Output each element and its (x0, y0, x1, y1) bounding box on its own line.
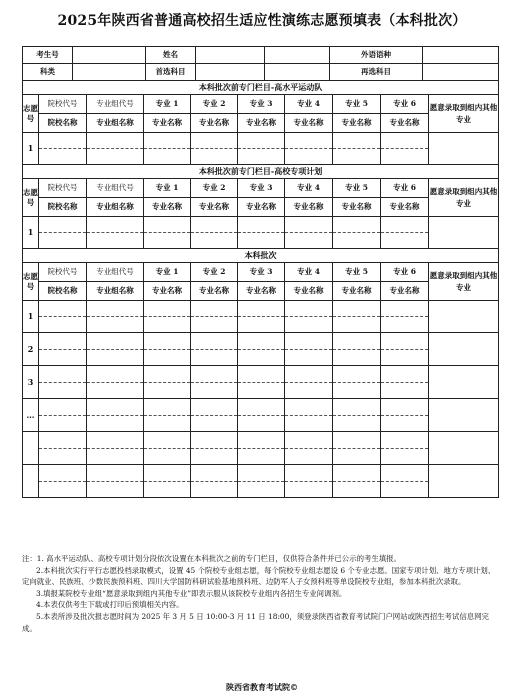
code-field[interactable] (144, 333, 191, 350)
code-field[interactable] (87, 432, 144, 449)
code-field[interactable] (191, 432, 238, 449)
notes (22, 553, 498, 634)
school-code-header: 院校代号 (39, 179, 87, 198)
name-field[interactable] (381, 416, 429, 432)
section-title: 本科批次 (23, 249, 499, 263)
name-field[interactable] (87, 350, 144, 366)
code-field[interactable] (333, 301, 381, 317)
name-label: 姓名 (146, 47, 196, 64)
first-subject-label: 首选科目 (146, 64, 196, 81)
name-field[interactable] (333, 416, 381, 432)
major-name-header: 专业名称 (144, 114, 191, 133)
name-field[interactable] (381, 449, 429, 465)
major-header: 专业 4 (285, 263, 333, 282)
vol-no: 1 (23, 217, 39, 249)
code-field[interactable] (39, 399, 87, 416)
code-field[interactable] (144, 399, 191, 416)
name-field[interactable] (333, 350, 381, 366)
code-field[interactable] (144, 217, 191, 233)
first-subject-field[interactable] (196, 64, 265, 81)
name-field[interactable] (87, 482, 144, 498)
name-field[interactable] (285, 449, 333, 465)
name-field[interactable] (87, 449, 144, 465)
name-field[interactable] (238, 317, 285, 333)
code-field[interactable] (191, 133, 238, 149)
code-field[interactable] (238, 333, 285, 350)
name-field[interactable] (381, 317, 429, 333)
page-title: 2025年陕西省普通高校招生适应性演练志愿预填表（本科批次） (57, 13, 467, 29)
major-name-header: 专业名称 (381, 198, 429, 217)
note-item: 注：1. 高水平运动队、高校专项计划分段依次设置在本科批次之前的专门栏目，仅供符合条件并已公示的考生填报。 (22, 554, 401, 563)
major-name-header: 专业名称 (238, 282, 285, 301)
second-subject-field[interactable] (423, 64, 499, 81)
school-name-header: 院校名称 (39, 282, 87, 301)
code-field[interactable] (39, 465, 87, 482)
code-field[interactable] (285, 465, 333, 482)
vol-no (23, 432, 39, 465)
vol-no: 3 (23, 366, 39, 399)
code-field[interactable] (238, 465, 285, 482)
code-field[interactable] (381, 133, 429, 149)
vol-no-header: 志愿号 (23, 179, 39, 217)
major-name-header: 专业名称 (285, 198, 333, 217)
vol-no: … (23, 399, 39, 432)
vol-no: 1 (23, 133, 39, 165)
code-field[interactable] (285, 217, 333, 233)
major-name-header: 专业名称 (381, 114, 429, 133)
code-field[interactable] (39, 366, 87, 383)
name-field[interactable] (333, 449, 381, 465)
code-field[interactable] (191, 333, 238, 350)
code-field[interactable] (144, 301, 191, 317)
major-header: 专业 4 (285, 95, 333, 114)
group-code-header: 专业组代号 (87, 263, 144, 282)
code-field[interactable] (333, 217, 381, 233)
code-field[interactable] (285, 366, 333, 383)
code-field[interactable] (144, 366, 191, 383)
code-field[interactable] (333, 366, 381, 383)
major-name-header: 专业名称 (333, 282, 381, 301)
vol-no-header: 志愿号 (23, 95, 39, 133)
major-name-header: 专业名称 (381, 282, 429, 301)
code-field[interactable] (381, 399, 429, 416)
code-field[interactable] (238, 399, 285, 416)
vol-no (23, 465, 39, 498)
name-field[interactable] (144, 350, 191, 366)
name-field[interactable] (191, 233, 238, 249)
major-header: 专业 2 (191, 95, 238, 114)
code-field[interactable] (238, 301, 285, 317)
major-header: 专业 2 (191, 179, 238, 198)
major-header: 专业 3 (238, 263, 285, 282)
name-field[interactable] (333, 482, 381, 498)
volunteer-table (22, 80, 499, 498)
school-name-header: 院校名称 (39, 114, 87, 133)
name-field[interactable] (87, 149, 144, 165)
name-field[interactable] (191, 317, 238, 333)
code-field[interactable] (191, 465, 238, 482)
code-field[interactable] (144, 465, 191, 482)
name-field[interactable] (285, 416, 333, 432)
name-field[interactable] (39, 350, 87, 366)
code-field[interactable] (333, 399, 381, 416)
school-code-header: 院校代号 (39, 263, 87, 282)
code-field[interactable] (39, 133, 87, 149)
name-field[interactable] (238, 449, 285, 465)
code-field[interactable] (39, 333, 87, 350)
name-field[interactable] (191, 416, 238, 432)
accept-other-field[interactable] (429, 333, 499, 366)
category-label: 科类 (23, 64, 73, 81)
group-name-header: 专业组名称 (87, 198, 144, 217)
name-field[interactable] (144, 416, 191, 432)
code-field[interactable] (381, 301, 429, 317)
accept-other-field[interactable] (429, 399, 499, 432)
major-header: 专业 5 (333, 263, 381, 282)
accept-other-field[interactable] (429, 432, 499, 465)
code-field[interactable] (191, 399, 238, 416)
major-name-header: 专业名称 (238, 114, 285, 133)
major-name-header: 专业名称 (191, 282, 238, 301)
code-field[interactable] (87, 301, 144, 317)
name-field[interactable] (144, 449, 191, 465)
name-field[interactable] (144, 482, 191, 498)
name-field[interactable] (39, 383, 87, 399)
accept-other-field[interactable] (429, 217, 499, 249)
name-field[interactable] (39, 149, 87, 165)
code-field[interactable] (238, 366, 285, 383)
code-field[interactable] (87, 217, 144, 233)
accept-other-field[interactable] (429, 301, 499, 333)
name-field[interactable] (238, 350, 285, 366)
name-field[interactable] (191, 449, 238, 465)
major-name-header: 专业名称 (285, 282, 333, 301)
blank-cell (265, 47, 330, 64)
accept-other-field[interactable] (429, 133, 499, 165)
major-header: 专业 5 (333, 179, 381, 198)
name-field[interactable] (238, 383, 285, 399)
major-header: 专业 5 (333, 95, 381, 114)
vol-no: 2 (23, 333, 39, 366)
note-item: 5.本表所涉及批次报志愿时间为 2025 年 3 月 5 日 10:00-3 月 11 日 18:00，须登录陕西省教育考试院门户网站或陕西招生考试信息网完成。 (22, 611, 489, 633)
name-field[interactable] (144, 317, 191, 333)
name-field[interactable] (285, 350, 333, 366)
code-field[interactable] (191, 301, 238, 317)
section-title: 本科批次前专门栏目-高校专项计划 (23, 165, 499, 179)
code-field[interactable] (39, 432, 87, 449)
name-field[interactable] (238, 233, 285, 249)
accept-other-field[interactable] (429, 465, 499, 498)
name-field[interactable] (238, 482, 285, 498)
code-field[interactable] (191, 366, 238, 383)
name-field[interactable] (333, 149, 381, 165)
accept-other-header: 愿意录取到组内其他专业 (429, 95, 499, 133)
lang-field[interactable] (423, 47, 499, 64)
major-header: 专业 3 (238, 179, 285, 198)
major-header: 专业 4 (285, 179, 333, 198)
name-field[interactable] (285, 149, 333, 165)
name-field[interactable] (381, 350, 429, 366)
major-name-header: 专业名称 (333, 198, 381, 217)
blank-cell (265, 64, 330, 81)
code-field[interactable] (333, 465, 381, 482)
name-field[interactable] (144, 233, 191, 249)
name-field[interactable] (285, 317, 333, 333)
major-header: 专业 6 (381, 95, 429, 114)
name-field[interactable] (381, 482, 429, 498)
vol-no-header: 志愿号 (23, 263, 39, 301)
major-name-header: 专业名称 (285, 114, 333, 133)
section-title: 本科批次前专门栏目-高水平运动队 (23, 81, 499, 95)
name-field[interactable] (39, 317, 87, 333)
code-field[interactable] (285, 333, 333, 350)
code-field[interactable] (333, 432, 381, 449)
code-field[interactable] (144, 133, 191, 149)
code-field[interactable] (39, 301, 87, 317)
code-field[interactable] (285, 133, 333, 149)
major-header: 专业 6 (381, 179, 429, 198)
code-field[interactable] (87, 366, 144, 383)
school-code-header: 院校代号 (39, 95, 87, 114)
name-field[interactable] (87, 416, 144, 432)
code-field[interactable] (381, 217, 429, 233)
code-field[interactable] (191, 217, 238, 233)
school-name-header: 院校名称 (39, 198, 87, 217)
major-name-header: 专业名称 (144, 198, 191, 217)
major-name-header: 专业名称 (333, 114, 381, 133)
exam-no-field[interactable] (73, 47, 146, 64)
name-field[interactable] (333, 383, 381, 399)
accept-other-header: 愿意录取到组内其他专业 (429, 263, 499, 301)
footer-copyright: 陕西省教育考试院© (226, 682, 298, 692)
code-field[interactable] (333, 333, 381, 350)
name-field[interactable] (238, 416, 285, 432)
name-field[interactable] (191, 149, 238, 165)
major-header: 专业 1 (144, 95, 191, 114)
name-field[interactable] (333, 317, 381, 333)
name-field[interactable] (381, 383, 429, 399)
name-field[interactable] (191, 482, 238, 498)
name-field[interactable] (191, 383, 238, 399)
code-field[interactable] (238, 133, 285, 149)
name-field[interactable] (39, 482, 87, 498)
note-item: 3.填报某院校专业组“愿意录取到组内其他专业”即表示服从该院校专业组内各招生专业间调剂。 (36, 588, 347, 598)
name-field[interactable] (87, 383, 144, 399)
name-field[interactable] (39, 416, 87, 432)
code-field[interactable] (238, 432, 285, 449)
code-field[interactable] (87, 399, 144, 416)
major-name-header: 专业名称 (238, 198, 285, 217)
exam-no-label: 考生号 (23, 47, 73, 64)
major-header: 专业 6 (381, 263, 429, 282)
code-field[interactable] (381, 465, 429, 482)
name-field[interactable] (39, 449, 87, 465)
code-field[interactable] (39, 217, 87, 233)
name-field[interactable] (196, 47, 265, 64)
name-field[interactable] (285, 482, 333, 498)
major-name-header: 专业名称 (191, 114, 238, 133)
code-field[interactable] (333, 133, 381, 149)
name-field[interactable] (285, 383, 333, 399)
major-header: 专业 1 (144, 179, 191, 198)
note-item: 4.本表仅供考生下载或打印后预填相关内容。 (36, 600, 184, 610)
code-field[interactable] (144, 432, 191, 449)
candidate-info-table (22, 46, 499, 81)
category-field[interactable] (73, 64, 146, 81)
code-field[interactable] (285, 301, 333, 317)
name-field[interactable] (39, 233, 87, 249)
code-field[interactable] (285, 399, 333, 416)
major-name-header: 专业名称 (144, 282, 191, 301)
major-name-header: 专业名称 (191, 198, 238, 217)
code-field[interactable] (381, 366, 429, 383)
name-field[interactable] (87, 233, 144, 249)
name-field[interactable] (333, 233, 381, 249)
name-field[interactable] (285, 233, 333, 249)
group-code-header: 专业组代号 (87, 95, 144, 114)
second-subject-label: 再选科目 (330, 64, 423, 81)
note-item: 2.本科批次实行平行志愿投档录取模式，设置 45 个院校专业组志愿，每个院校专业组志愿设 6 个专业志愿。国家专项计划、地方专项计划、定向就业、民族班、少数民族预科班、四川大学国防科研试验基地预科班、边防军人子女预科班等单设院校专业组，参加本科批次录取。 (22, 565, 496, 587)
name-field[interactable] (87, 317, 144, 333)
code-field[interactable] (87, 333, 144, 350)
code-field[interactable] (87, 133, 144, 149)
group-name-header: 专业组名称 (87, 114, 144, 133)
name-field[interactable] (238, 149, 285, 165)
code-field[interactable] (87, 465, 144, 482)
name-field[interactable] (381, 233, 429, 249)
code-field[interactable] (381, 333, 429, 350)
code-field[interactable] (238, 217, 285, 233)
major-header: 专业 1 (144, 263, 191, 282)
lang-label: 外语语种 (330, 47, 423, 64)
code-field[interactable] (381, 432, 429, 449)
name-field[interactable] (144, 149, 191, 165)
name-field[interactable] (381, 149, 429, 165)
group-code-header: 专业组代号 (87, 179, 144, 198)
major-header: 专业 2 (191, 263, 238, 282)
name-field[interactable] (191, 350, 238, 366)
code-field[interactable] (285, 432, 333, 449)
major-header: 专业 3 (238, 95, 285, 114)
accept-other-field[interactable] (429, 366, 499, 399)
group-name-header: 专业组名称 (87, 282, 144, 301)
name-field[interactable] (144, 383, 191, 399)
accept-other-header: 愿意录取到组内其他专业 (429, 179, 499, 217)
vol-no: 1 (23, 301, 39, 333)
